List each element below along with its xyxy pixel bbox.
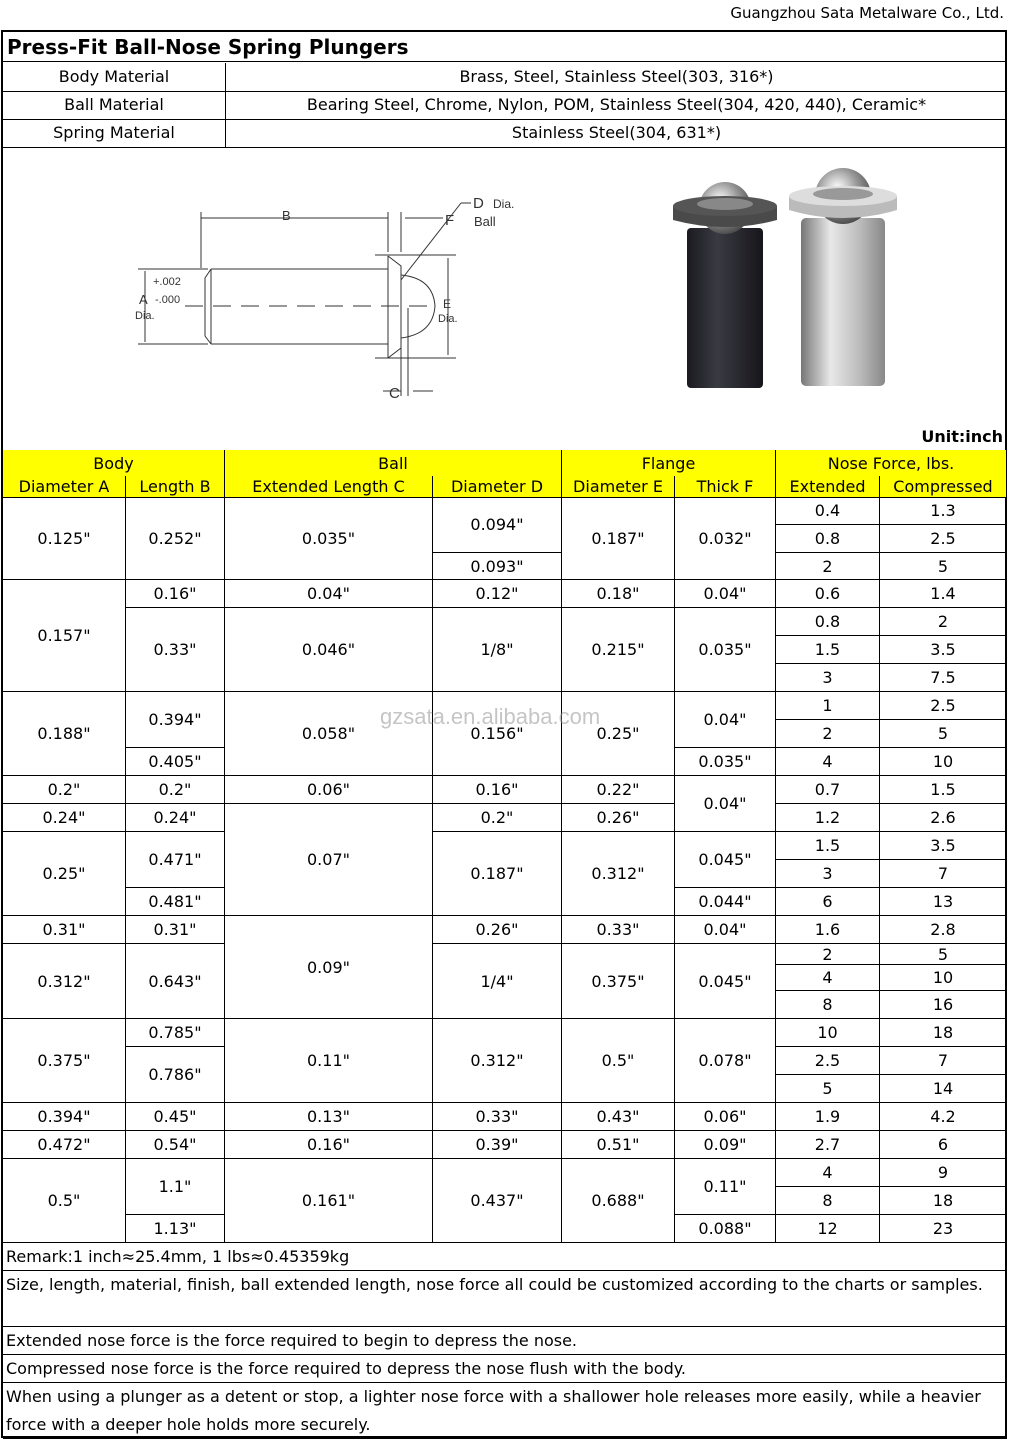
table-cell: 0.045" <box>675 944 776 1019</box>
material-label: Spring Material <box>3 119 226 147</box>
material-row-spring <box>3 119 1007 148</box>
group-header: Flange <box>562 450 776 477</box>
label-tol-plus: +.002 <box>153 276 181 288</box>
label-c: C <box>389 385 400 402</box>
table-cell: 0.16" <box>126 580 225 608</box>
column-header: Length B <box>126 476 225 498</box>
table-cell: 0.16" <box>225 1131 433 1159</box>
table-cell: 0.51" <box>562 1131 675 1159</box>
column-header: Extended <box>776 476 880 498</box>
table-cell: 1 <box>776 692 880 720</box>
table-cell: 7 <box>880 1047 1007 1075</box>
table-cell: 0.044" <box>675 888 776 916</box>
table-cell: 0.252" <box>126 497 225 580</box>
table-cell: 13 <box>880 888 1007 916</box>
table-cell: 0.481" <box>126 888 225 916</box>
table-cell: 0.312" <box>433 1019 562 1103</box>
table-cell: 2.7 <box>776 1131 880 1159</box>
figure-area <box>3 148 1007 451</box>
label-a: A <box>139 292 148 307</box>
table-cell: 1.2 <box>776 804 880 832</box>
table-cell: 0.5" <box>3 1159 126 1243</box>
table-cell: 0.33" <box>433 1103 562 1131</box>
column-header: Diameter E <box>562 476 675 498</box>
table-cell: 7.5 <box>880 664 1007 692</box>
table-cell: 0.375" <box>562 944 675 1019</box>
table-cell: 0.04" <box>675 916 776 944</box>
group-header: Ball <box>225 450 562 477</box>
material-label: Body Material <box>3 63 226 91</box>
material-value: Brass, Steel, Stainless Steel(303, 316*) <box>459 67 774 86</box>
label-b: B <box>282 208 291 223</box>
column-header: Extended Length C <box>225 476 433 498</box>
table-cell: 0.24" <box>3 804 126 832</box>
unit-label: Unit:inch <box>921 427 1003 446</box>
table-cell: 0.22" <box>562 776 675 804</box>
group-header: Nose Force, lbs. <box>776 450 1007 477</box>
table-cell: 1.5 <box>776 636 880 664</box>
table-cell: 18 <box>880 1187 1007 1215</box>
watermark: gzsata.en.alibaba.com <box>380 704 601 729</box>
table-cell: 0.39" <box>433 1131 562 1159</box>
table-cell: 0.394" <box>3 1103 126 1131</box>
table-cell: 1.5 <box>776 832 880 860</box>
table-cell: 0.13" <box>225 1103 433 1131</box>
table-cell: 1.9 <box>776 1103 880 1131</box>
table-cell: 10 <box>776 1019 880 1047</box>
table-cell: 3 <box>776 860 880 888</box>
label-e-dia: Dia. <box>438 313 458 325</box>
table-cell: 0.2" <box>3 776 126 804</box>
column-header: Diameter A <box>3 476 126 498</box>
table-cell: 0.45" <box>126 1103 225 1131</box>
table-cell: 2 <box>776 553 880 580</box>
table-cell: 0.643" <box>126 944 225 1019</box>
table-cell: 3 <box>776 664 880 692</box>
table-cell: 8 <box>776 991 880 1019</box>
table-cell: 2 <box>880 608 1007 636</box>
group-header: Body <box>3 450 225 477</box>
table-cell: 0.06" <box>675 1103 776 1131</box>
table-cell: 1.4 <box>880 580 1007 608</box>
table-cell: 0.187" <box>433 832 562 916</box>
table-cell: 1.1" <box>126 1159 225 1215</box>
table-cell: 0.07" <box>225 804 433 916</box>
table-cell: 4 <box>776 1159 880 1187</box>
table-cell: 0.04" <box>225 580 433 608</box>
table-cell: 0.25" <box>3 832 126 916</box>
table-cell: 1.13" <box>126 1215 225 1243</box>
table-cell: 0.54" <box>126 1131 225 1159</box>
table-cell: 0.688" <box>562 1159 675 1243</box>
table-cell: 0.125" <box>3 497 126 580</box>
table-cell: 0.093" <box>433 553 562 580</box>
table-cell: 16 <box>880 991 1007 1019</box>
table-cell: 0.04" <box>675 580 776 608</box>
table-cell: 0.04" <box>675 692 776 748</box>
material-row-ball <box>3 91 1007 120</box>
table-cell: 0.11" <box>675 1159 776 1215</box>
table-cell: 0.058" <box>225 692 433 776</box>
table-cell: 0.046" <box>225 608 433 692</box>
table-cell: 5 <box>880 553 1007 580</box>
table-cell: 10 <box>880 748 1007 776</box>
column-header: Diameter D <box>433 476 562 498</box>
table-cell: 0.375" <box>3 1019 126 1103</box>
table-cell: 0.18" <box>562 580 675 608</box>
note-row: Compressed nose force is the force required to depress the nose flush with the body. <box>3 1355 1007 1383</box>
table-cell: 6 <box>880 1131 1007 1159</box>
table-cell: 1/4" <box>433 944 562 1019</box>
table-cell: 6 <box>776 888 880 916</box>
table-cell: 9 <box>880 1159 1007 1187</box>
table-cell: 3.5 <box>880 636 1007 664</box>
table-cell: 0.5" <box>562 1019 675 1103</box>
table-cell: 0.312" <box>562 832 675 916</box>
table-cell: 0.035" <box>225 497 433 580</box>
table-cell: 0.035" <box>675 748 776 776</box>
table-cell: 1.6 <box>776 916 880 944</box>
table-cell: 7 <box>880 860 1007 888</box>
note-row: When using a plunger as a detent or stop, a lighter nose force with a shallower hole releases more easily, while a heavier force with a deeper hole holds more securely. <box>3 1383 1007 1439</box>
column-header: Compressed <box>880 476 1007 498</box>
table-cell: 0.157" <box>3 580 126 692</box>
material-value: Bearing Steel, Chrome, Nylon, POM, Stainless Steel(304, 420, 440), Ceramic* <box>306 95 927 114</box>
material-row-body <box>3 63 1007 92</box>
table-cell: 14 <box>880 1075 1007 1103</box>
table-cell: 0.786" <box>126 1047 225 1103</box>
table-cell: 2.5 <box>776 1047 880 1075</box>
table-cell: 23 <box>880 1215 1007 1243</box>
table-cell: 0.33" <box>126 608 225 692</box>
table-cell: 0.437" <box>433 1159 562 1243</box>
label-e: E <box>443 297 452 311</box>
table-cell: 0.312" <box>3 944 126 1019</box>
table-cell: 0.045" <box>675 832 776 888</box>
table-cell: 1/8" <box>433 608 562 692</box>
table-cell: 10 <box>880 965 1007 991</box>
table-cell: 0.25" <box>562 692 675 776</box>
table-cell: 0.188" <box>3 692 126 776</box>
table-cell: 5 <box>776 1075 880 1103</box>
label-ball: Ball <box>474 214 496 229</box>
table-cell: 0.09" <box>675 1131 776 1159</box>
table-cell: 5 <box>880 720 1007 748</box>
table-cell: 0.12" <box>433 580 562 608</box>
table-cell: 0.2" <box>126 776 225 804</box>
table-cell: 0.2" <box>433 804 562 832</box>
material-value: Stainless Steel(304, 631*) <box>511 123 722 142</box>
table-cell: 0.11" <box>225 1019 433 1103</box>
table-cell: 5 <box>880 944 1007 965</box>
table-cell: 0.26" <box>433 916 562 944</box>
page-title: Press-Fit Ball-Nose Spring Plungers <box>3 32 1007 62</box>
table-cell: 2.5 <box>880 692 1007 720</box>
product-photo <box>643 158 943 418</box>
table-cell: 0.43" <box>562 1103 675 1131</box>
table-cell: 4.2 <box>880 1103 1007 1131</box>
note-row: Extended nose force is the force required to begin to depress the nose. <box>3 1327 1007 1355</box>
table-cell: 0.161" <box>225 1159 433 1243</box>
table-cell: 4 <box>776 965 880 991</box>
table-cell: 0.04" <box>675 776 776 832</box>
table-cell: 0.6 <box>776 580 880 608</box>
label-tol-minus: -.000 <box>155 294 181 306</box>
table-cell: 0.215" <box>562 608 675 692</box>
table-cell: 0.31" <box>126 916 225 944</box>
table-cell: 0.31" <box>3 916 126 944</box>
table-cell: 3.5 <box>880 832 1007 860</box>
label-a-dia: Dia. <box>135 310 155 322</box>
column-header: Thick F <box>675 476 776 498</box>
dimension-diagram <box>3 148 563 448</box>
table-cell: 0.032" <box>675 497 776 580</box>
table-cell: 0.7 <box>776 776 880 804</box>
table-cell: 8 <box>776 1187 880 1215</box>
table-cell: 0.8 <box>776 608 880 636</box>
table-cell: 1.5 <box>880 776 1007 804</box>
table-cell: 0.09" <box>225 916 433 1019</box>
table-cell: 0.088" <box>675 1215 776 1243</box>
table-cell: 0.472" <box>3 1131 126 1159</box>
table-cell: 0.06" <box>225 776 433 804</box>
table-cell: 0.405" <box>126 748 225 776</box>
table-cell: 0.16" <box>433 776 562 804</box>
table-cell: 0.33" <box>562 916 675 944</box>
table-cell: 2.5 <box>880 525 1007 553</box>
table-cell: 0.24" <box>126 804 225 832</box>
table-cell: 4 <box>776 748 880 776</box>
table-cell: 12 <box>776 1215 880 1243</box>
company-name: Guangzhou Sata Metalware Co., Ltd. <box>730 4 1004 22</box>
table-cell: 0.785" <box>126 1019 225 1047</box>
table-cell: 0.8 <box>776 525 880 553</box>
table-cell: 2.6 <box>880 804 1007 832</box>
table-cell: 18 <box>880 1019 1007 1047</box>
table-cell: 0.156" <box>433 692 562 776</box>
table-cell: 0.4 <box>776 497 880 525</box>
label-f: F <box>445 212 455 229</box>
label-d-dia: Dia. <box>493 197 515 211</box>
table-cell: 0.26" <box>562 804 675 832</box>
table-cell: 0.035" <box>675 608 776 692</box>
table-cell: 0.471" <box>126 832 225 888</box>
table-cell: 1.3 <box>880 497 1007 525</box>
material-label: Ball Material <box>3 91 226 119</box>
table-cell: 0.078" <box>675 1019 776 1103</box>
note-row: Size, length, material, finish, ball extended length, nose force all could be customized according to the charts or samples. <box>3 1271 1007 1327</box>
table-cell: 0.094" <box>433 497 562 553</box>
table-cell: 2 <box>776 720 880 748</box>
table-cell: 0.394" <box>126 692 225 748</box>
table-cell: 0.187" <box>562 497 675 580</box>
note-row: Remark:1 inch≈25.4mm, 1 lbs≈0.45359kg <box>3 1243 1007 1271</box>
label-d: D <box>473 195 484 212</box>
table-cell: 2.8 <box>880 916 1007 944</box>
table-cell: 2 <box>776 944 880 965</box>
